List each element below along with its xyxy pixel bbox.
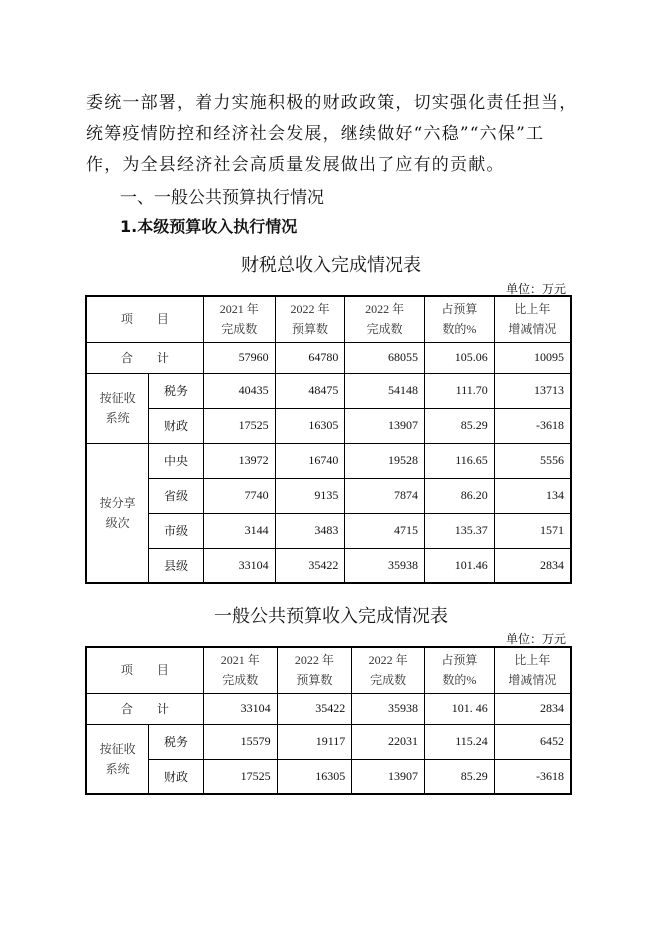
table-cell: 86.20 xyxy=(424,478,494,513)
table-cell: 85.29 xyxy=(425,759,495,794)
paragraph-line: 委统一部署，着力实施积极的财政政策，切实强化责任担当， xyxy=(86,93,578,113)
table-cell: 35422 xyxy=(275,548,345,583)
table-cell: 2021 年 完成数 xyxy=(203,296,275,342)
table-cell: 3483 xyxy=(275,513,345,548)
table-cell: -3618 xyxy=(494,759,571,794)
table-cell: 48475 xyxy=(275,373,345,408)
subsection-heading: 1.本级预算收入执行情况 xyxy=(120,217,298,236)
table-cell: 35422 xyxy=(277,693,352,724)
table-cell: 19117 xyxy=(277,724,352,759)
table-cell: 占预算 数的% xyxy=(425,647,495,693)
table-cell: 35938 xyxy=(345,548,425,583)
table-cell: 1571 xyxy=(494,513,571,548)
body-paragraph xyxy=(86,88,586,181)
paragraph-line: 统筹疫情防控和经济社会发展，继续做好“六稳”“六保”工 xyxy=(86,124,545,144)
table-cell: 4715 xyxy=(345,513,425,548)
table-cell: 135.37 xyxy=(424,513,494,548)
table-cell: 101. 46 xyxy=(425,693,495,724)
table-row xyxy=(86,408,571,443)
table-cell: 2834 xyxy=(494,693,571,724)
table-cell: 15579 xyxy=(203,724,277,759)
table-row xyxy=(86,548,571,583)
table-cell: 比上年 增减情况 xyxy=(494,647,571,693)
table-cell: 16740 xyxy=(275,443,345,478)
table-cell: 7874 xyxy=(345,478,425,513)
table-cell: 13907 xyxy=(345,408,425,443)
unit-label: 单位：万元 xyxy=(505,632,566,646)
table-cell: 17525 xyxy=(203,408,275,443)
table-cell: 33104 xyxy=(203,548,275,583)
table-cell: 县级 xyxy=(149,548,204,583)
table-cell: 2834 xyxy=(494,548,571,583)
table-row xyxy=(86,373,571,408)
table-row xyxy=(86,724,571,759)
table-cell: 3144 xyxy=(203,513,275,548)
table-title: 财税总收入完成情况表 xyxy=(241,255,421,276)
table-cell: 9135 xyxy=(275,478,345,513)
table-cell: 111.70 xyxy=(424,373,494,408)
table-row xyxy=(86,693,571,724)
table-cell: 5556 xyxy=(494,443,571,478)
table-cell: 64780 xyxy=(275,342,345,373)
table-cell: 35938 xyxy=(352,693,425,724)
table-cell: 68055 xyxy=(345,342,425,373)
table-cell: 115.24 xyxy=(425,724,495,759)
table-cell: 2021 年 完成数 xyxy=(203,647,277,693)
table-row xyxy=(86,443,571,478)
table-cell: 财政 xyxy=(149,759,204,794)
table-cell: 按征收 系统 xyxy=(86,724,149,794)
table-cell: 占预算 数的% xyxy=(424,296,494,342)
table-title: 一般公共预算收入完成情况表 xyxy=(214,606,448,627)
table-cell: 40435 xyxy=(203,373,275,408)
table-cell: 税务 xyxy=(149,724,204,759)
table-row xyxy=(86,296,571,342)
table-cell: 13972 xyxy=(203,443,275,478)
table-cell: 7740 xyxy=(203,478,275,513)
table-cell: 财政 xyxy=(149,408,204,443)
table-cell: 2022 年 预算数 xyxy=(275,296,345,342)
table-cell: 134 xyxy=(494,478,571,513)
table-cell: 项 目 xyxy=(86,296,203,342)
section-heading: 一、一般公共预算执行情况 xyxy=(120,188,324,208)
table-cell: 13713 xyxy=(494,373,571,408)
table-cell: 101.46 xyxy=(424,548,494,583)
paragraph-line: 作，为全县经济社会高质量发展做出了应有的贡献。 xyxy=(86,155,505,175)
table-row xyxy=(86,342,571,373)
table-cell: 33104 xyxy=(203,693,277,724)
table-cell: 按征收 系统 xyxy=(86,373,149,443)
table-cell: 16305 xyxy=(275,408,345,443)
table-cell: 省级 xyxy=(149,478,204,513)
table-cell: 合 计 xyxy=(86,693,203,724)
table-row xyxy=(86,647,571,693)
table-cell: 项 目 xyxy=(86,647,203,693)
table-cell: 16305 xyxy=(277,759,352,794)
table-cell: 比上年 增减情况 xyxy=(494,296,571,342)
table-row xyxy=(86,513,571,548)
unit-label: 单位：万元 xyxy=(505,282,566,296)
table-cell: 13907 xyxy=(352,759,425,794)
table-cell: 54148 xyxy=(345,373,425,408)
table-cell: 合 计 xyxy=(86,342,203,373)
table-cell: 17525 xyxy=(203,759,277,794)
table-cell: 6452 xyxy=(494,724,571,759)
table-cell: 57960 xyxy=(203,342,275,373)
table-cell: 85.29 xyxy=(424,408,494,443)
table-cell: -3618 xyxy=(494,408,571,443)
table-cell: 22031 xyxy=(352,724,425,759)
table-cell: 2022 年 预算数 xyxy=(277,647,352,693)
table-cell: 116.65 xyxy=(424,443,494,478)
table-row xyxy=(86,478,571,513)
table-cell: 19528 xyxy=(345,443,425,478)
table-cell: 105.06 xyxy=(424,342,494,373)
table-cell: 税务 xyxy=(149,373,204,408)
public-budget-table xyxy=(85,646,572,795)
table-cell: 中央 xyxy=(149,443,204,478)
table-cell: 2022 年 完成数 xyxy=(345,296,425,342)
table-cell: 2022 年 完成数 xyxy=(352,647,425,693)
table-row xyxy=(86,759,571,794)
revenue-table xyxy=(85,295,572,584)
table-cell: 按分享 级次 xyxy=(86,443,149,583)
table-cell: 市级 xyxy=(149,513,204,548)
table-cell: 10095 xyxy=(494,342,571,373)
